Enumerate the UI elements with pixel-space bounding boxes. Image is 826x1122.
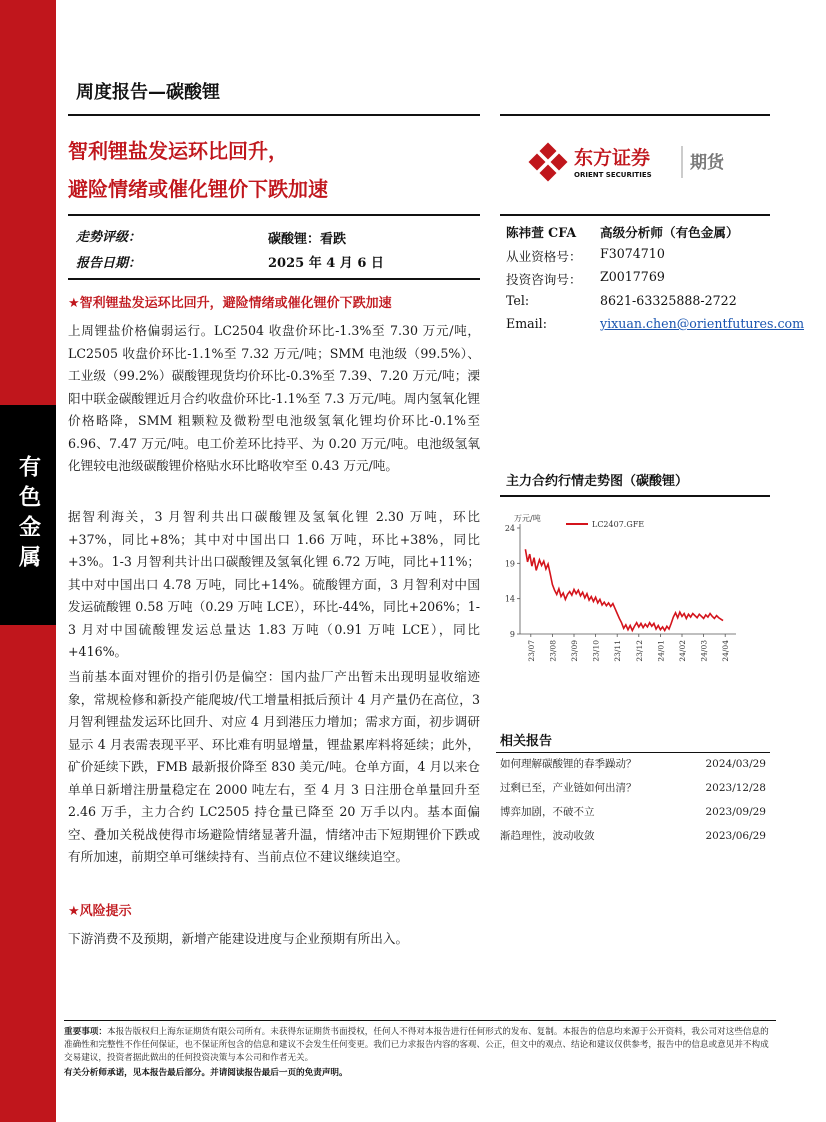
related-item[interactable] [496,752,766,776]
date-value: 2025 年 4 月 6 日 [268,256,384,271]
rule-top-right [500,114,770,116]
sector-tab [0,405,56,625]
x-tick-label: 24/02 [678,640,687,662]
legend-label: LC2407.GFE [592,520,645,529]
analyst-field-label: 从业资格号： [506,248,582,264]
analyst-field-label: Tel: [506,292,530,308]
paragraph-text: 上周锂盐价格偏弱运行。LC2504 收盘价环比-1.3%至 7.30 万元/吨，LC2505 收盘价环比-1.1%至 7.32 万元/吨；SMM 电池级（99.5%）、工业级（99.2%）碳酸锂现货均价环比-0.3%至 7.39、7.20 万元/吨；溧阳中联金碳酸锂近月合约收盘价环比-1.1%至 7.3 万元/吨。周内氢氧化锂价格略降，SMM 粗颗粒及微粉型电池级氢氧化锂均价环比-0.1%至 6.96、7.47 万元/吨。电工价差环比持平、为 0.20 万元/吨。电池级氢氧化锂较电池级碳酸锂价格贴水环比略收窄至 0.43 万元/吨。 [68,323,480,473]
disclaimer-label: 重要事项： [64,1027,107,1037]
x-tick-label: 23/12 [634,640,644,662]
analyst-field-value: 8621-63325888-2722 [600,292,737,308]
related-item-title[interactable]: 如何理解碳酸锂的春季躁动？ [500,758,637,770]
paragraph-text: 据智利海关，3 月智利共出口碳酸锂及氢氧化锂 2.30 万吨，环比+37%，同比+8%；其中对中国出口 1.66 万吨，环比+38%，同比+3%。1-3 月智利共计出口碳酸锂及氢氧化锂 6.72 万吨，同比+11%；其中对中国出口 4.78 万吨，同比+14%。硫酸锂方面，3 月智利对中国发运硫酸锂 0.58 万吨（0.29 万吨 LCE），环比-44%，同比+206%；1-3 月对中国硫酸锂发运总量达 1.83 万吨（0.91 万吨 LCE），同比+416%。 [68,509,480,659]
x-tick-label: 23/07 [526,640,536,662]
price-chart-svg [496,504,746,674]
rule-footer [64,1020,776,1021]
company-logo [528,140,748,184]
headline-line-1: 智利锂盐发运环比回升， [68,139,288,163]
series-line [525,549,723,630]
disclaimer-text: 本报告版权归上海东证期货有限公司所有。未获得东证期货书面授权，任何人不得对本报告进行任何形式的发布、复制。本报告的信息均来源于公开资料，我公司对这些信息的准确性和完整性不作任何保证，也不保证所包含的信息和建议不会发生任何变更。我们已力求报告内容的客观、公正，但文中的观点、结论和建议仅供参考，报告中的信息或意见并不构成交易建议，投资者据此做出的任何投资决策与本公司和作者无关。 [64,1027,769,1063]
related-item-title[interactable]: 渐趋理性，波动收敛 [500,830,595,842]
x-tick-label: 23/11 [613,640,623,662]
x-tick-label: 24/01 [656,640,666,662]
price-chart [496,504,746,674]
risk-paragraph [68,928,480,951]
rule-meta-bottom [68,278,480,280]
rule-top-left [68,114,480,116]
analyst-field-label: 投资咨询号： [506,272,582,287]
headline-line-2: 避险情绪或催化锂价下跌加速 [68,177,328,201]
related-item-date: 2023/06/29 [705,830,766,842]
doc-type: 周度报告—碳酸锂 [76,82,220,103]
analyst-email-link[interactable]: yixuan.chen@orientfutures.com [600,316,805,331]
paragraph-text: 当前基本面对锂价的指引仍是偏空：国内盐厂产出暂未出现明显收缩迹象，常规检修和新投产能爬坡/代工增量相抵后预计 4 月产量仍在高位，3 月智利锂盐发运环比回升、对应 4 月到港压力增加；需求方面，初步调研显示 4 月表需表现平平、环比难有明显增量，锂盐累库料将延续；此外，矿价延续下跌，FMB 最新报价降至 830 美元/吨。仓单方面，4 月以来仓单单日新增注册量稳定在 2000 吨左右，至 4 月 3 日注册仓单量回升至 2.46 万手，主力合约 LC2505 持仓量已降至 20 万手以内。基本面偏空、叠加关税战使得市场避险情绪显著升温，情绪冲击下短期锂价下跌或有所加速，前期空单可继续持有、当前点位不建议继续追空。 [68,669,480,864]
y-tick-label: 14 [504,594,515,604]
risk-heading: ★风险提示 [68,904,132,919]
analyst-field-value: Z0017769 [600,269,665,284]
related-item[interactable] [496,776,766,800]
paragraph-text: 下游消费不及预期，新增产能建设进度与企业预期有所出入。 [68,931,409,946]
related-list [496,752,766,848]
related-item[interactable] [496,824,766,848]
rule-chart-title [500,495,770,497]
y-tick-label: 9 [509,630,515,639]
related-heading: 相关报告 [500,734,553,749]
rule-meta-top [68,214,480,216]
summary-paragraph-2 [68,506,480,664]
analyst-field-label: Email: [506,316,547,331]
analyst-field-value: F3074710 [600,245,665,261]
y-unit-label: 万元/吨 [514,514,541,523]
rating-label: 走势评级： [76,230,142,245]
y-tick-label: 24 [504,524,515,533]
x-tick-label: 24/03 [699,640,709,662]
x-tick-label: 24/04 [721,640,731,662]
x-tick-label: 23/08 [548,640,558,662]
headline [68,132,488,208]
logo-division: 期货 [690,153,724,173]
summary-paragraph-1 [68,320,480,478]
summary-heading: ★智利锂盐发运环比回升，避险情绪或催化锂价下跌加速 [68,296,392,311]
rule-analyst-top [500,214,770,216]
related-item[interactable] [496,800,766,824]
related-item-date: 2023/09/29 [705,806,766,818]
related-item-date: 2024/03/29 [705,758,766,770]
related-item-date: 2023/12/28 [705,782,766,794]
logo-en: ORIENT SECURITIES [574,171,652,179]
disclaimer [64,1026,776,1065]
date-label: 报告日期： [76,256,142,271]
x-tick-label: 23/10 [591,640,601,662]
analyst-promise: 有关分析师承诺，见本报告最后部分。并请阅读报告最后一页的免责声明。 [64,1068,348,1078]
related-item-title[interactable]: 博弈加剧，不破不立 [500,806,595,818]
chart-title: 主力合约行情走势图（碳酸锂） [506,474,689,489]
summary-paragraph-3 [68,666,480,869]
logo-cn: 东方证券 [574,147,651,169]
analyst-name: 陈祎萱 CFA [506,225,577,240]
analyst-title: 高级分析师（有色金属） [600,225,739,240]
analyst-panel [506,222,805,340]
rating-value: 碳酸锂：看跌 [268,232,347,247]
sector-label: 有色金属 [15,455,41,575]
logo-mark-icon [528,140,748,184]
x-tick-label: 23/09 [570,640,579,662]
related-item-title[interactable]: 过剩已至，产业链如何出清？ [500,782,637,794]
y-tick-label: 19 [504,559,515,569]
